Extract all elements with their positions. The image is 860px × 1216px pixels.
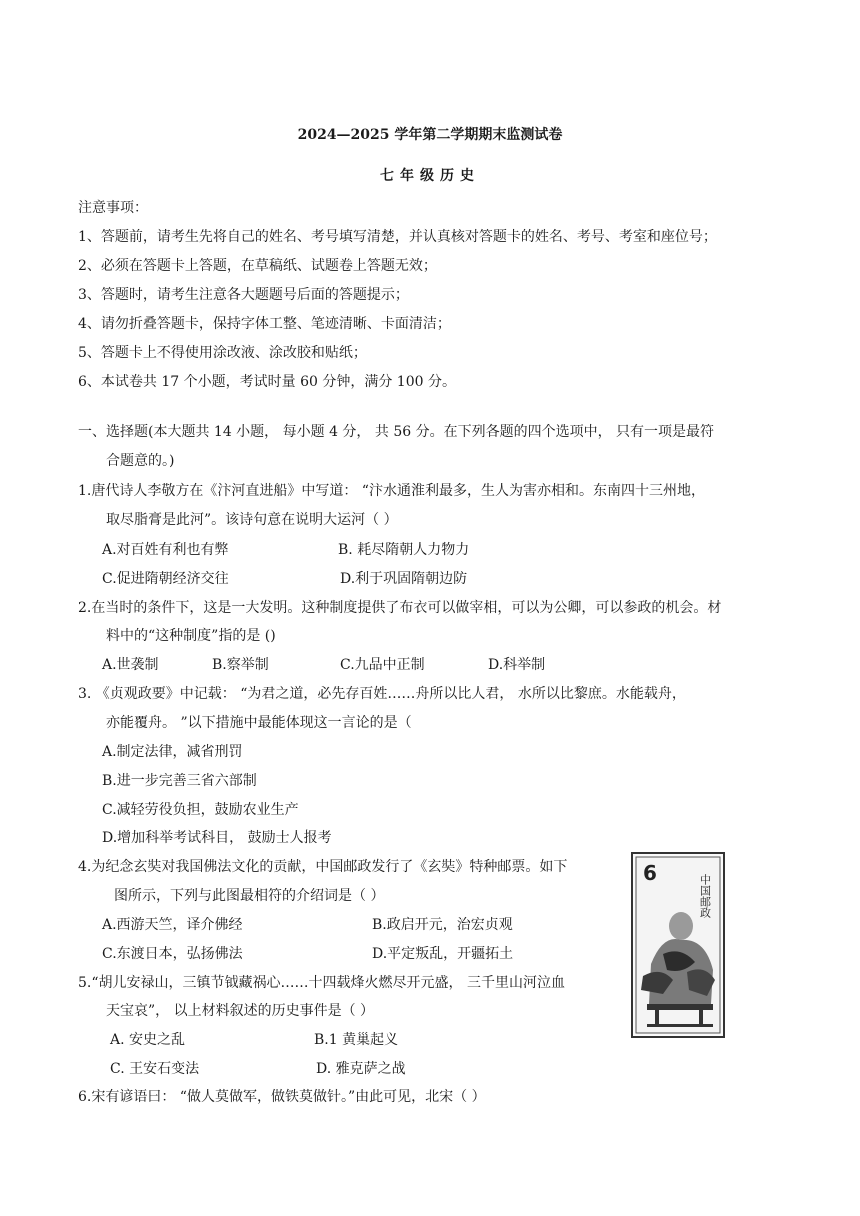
question-2-option-b: B.察举制 bbox=[212, 657, 269, 673]
stamp-vertical-text: 中国邮政 bbox=[698, 874, 712, 918]
question-4-option-b: B.政启开元，治宏贞观 bbox=[372, 917, 513, 933]
question-4-text-cont: 图所示，下列与此图最相符的介绍词是（ ） bbox=[114, 888, 385, 904]
notice-item: 5、答题卡上不得使用涂改液、涂改胶和贴纸； bbox=[78, 345, 367, 361]
section-heading-cont: 合题意的。) bbox=[106, 453, 175, 469]
question-2-option-d: D.科举制 bbox=[488, 657, 546, 673]
question-3-option-a: A.制定法律，减省刑罚 bbox=[102, 744, 243, 760]
question-4-option-a: A.西游天竺，译介佛经 bbox=[102, 917, 243, 933]
question-1-option-d: D.利于巩固隋朝边防 bbox=[340, 571, 468, 587]
notice-item: 4、请勿折叠答题卡，保持字体工整、笔迹清晰、卡面清洁； bbox=[78, 316, 451, 332]
question-3-option-c: C.减轻劳役负担，鼓励农业生产 bbox=[102, 802, 299, 818]
notice-heading: 注意事项： bbox=[78, 200, 148, 216]
question-5-option-d: D. 雅克萨之战 bbox=[316, 1061, 406, 1077]
question-4-text: 4.为纪念玄奘对我国佛法文化的贡献，中国邮政发行了《玄奘》特种邮票。如下 bbox=[78, 859, 568, 875]
question-2-text: 2.在当时的条件下，这是一大发明。这种制度提供了布衣可以做宰相，可以为公卿，可以参政的机会。材 bbox=[78, 600, 722, 616]
exam-title: 2024—2025 学年第二学期期末监测试卷 bbox=[297, 127, 563, 143]
question-4-option-c: C.东渡日本，弘扬佛法 bbox=[102, 946, 243, 962]
question-1-option-a: A.对百姓有利也有弊 bbox=[102, 542, 229, 558]
notice-item: 6、本试卷共 17 个小题，考试时量 60 分钟，满分 100 分。 bbox=[78, 374, 456, 390]
question-1-text: 1.唐代诗人李敬方在《汴河直进船》中写道： “汴水通淮利最多，生人为害亦相和。东南四十三州地， bbox=[78, 483, 705, 499]
notice-item: 1、答题前，请考生先将自己的姓名、考号填写清楚，并认真核对答题卡的姓名、考号、考室和座位号； bbox=[78, 229, 717, 245]
question-2-option-a: A.世袭制 bbox=[102, 657, 159, 673]
stamp-denomination: 6 bbox=[643, 861, 657, 885]
section-heading: 一、选择题(本大题共 14 小题， 每小题 4 分， 共 56 分。在下列各题的四个选项中， 只有一项是最符 bbox=[78, 424, 715, 440]
question-5-option-c: C. 王安石变法 bbox=[110, 1061, 200, 1077]
question-5-text-cont: 天宝哀”， 以上材料叙述的历史事件是（ ） bbox=[106, 1003, 375, 1019]
question-3-option-d: D.增加科举考试科目， 鼓励士人报考 bbox=[102, 830, 332, 846]
question-6-text: 6.宋有谚语曰： “做人莫做军，做铁莫做针。”由此可见，北宋（ ） bbox=[78, 1089, 486, 1105]
question-3-text: 3. 《贞观政要》中记载： “为君之道，必先存百姓……舟所以比人君， 水所以比黎庶。水能载舟， bbox=[78, 686, 686, 702]
notice-item: 2、必须在答题卡上答题，在草稿纸、试题卷上答题无效； bbox=[78, 258, 437, 274]
notice-item: 3、答题时，请考生注意各大题题号后面的答题提示； bbox=[78, 287, 409, 303]
exam-subtitle: 七年级历史 bbox=[380, 168, 480, 184]
question-2-text-cont: 料中的“这种制度”指的是 () bbox=[106, 628, 276, 644]
xuanzang-stamp-image bbox=[631, 852, 725, 1038]
question-3-option-b: B.进一步完善三省六部制 bbox=[102, 773, 257, 789]
question-5-option-a: A. 安史之乱 bbox=[110, 1032, 186, 1048]
stamp-illustration bbox=[633, 854, 723, 1036]
question-5-text: 5.“胡儿安禄山，三镇节钺藏祸心……十四载烽火燃尽开元盛， 三千里山河泣血 bbox=[78, 975, 565, 991]
question-5-option-b: B.1 黄巢起义 bbox=[314, 1032, 399, 1048]
question-1-option-b: B. 耗尽隋朝人力物力 bbox=[338, 542, 470, 558]
question-4-option-d: D.平定叛乱，开疆拓土 bbox=[372, 946, 514, 962]
question-1-text-cont: 取尽脂膏是此河”。该诗句意在说明大运河（ ） bbox=[106, 512, 398, 528]
question-1-option-c: C.促进隋朝经济交往 bbox=[102, 571, 229, 587]
question-3-text-cont: 亦能覆舟。 ”以下措施中最能体现这一言论的是（ bbox=[106, 715, 412, 731]
question-2-option-c: C.九品中正制 bbox=[340, 657, 425, 673]
